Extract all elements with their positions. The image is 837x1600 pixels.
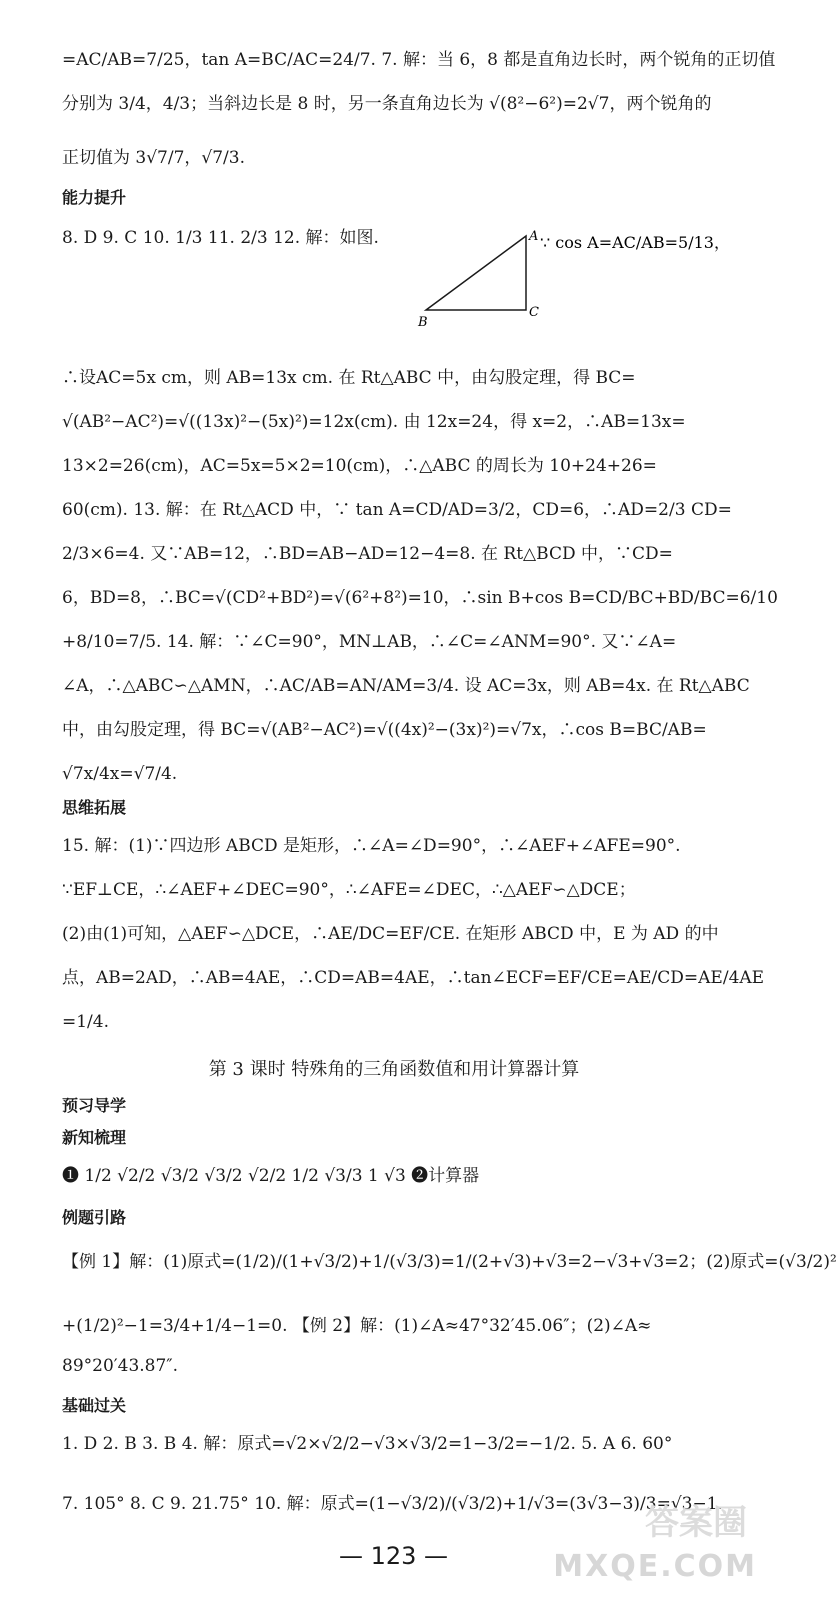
text-line: 8. D 9. C 10. 1/3 11. 2/3 12. 解：如图. (62, 228, 379, 248)
watermark-logo: 答案圈 (645, 1503, 747, 1543)
watermark-url: MXQE.COM (553, 1549, 757, 1584)
text-line: √7x/4x=√7/4. (62, 764, 178, 784)
lesson-title: 第 3 课时 特殊角的三角函数值和用计算器计算 (208, 1059, 580, 1080)
text-line: 15. 解：(1)∵四边形 ABCD 是矩形，∴∠A=∠D=90°，∴∠AEF+∠AFE=90°. (62, 836, 681, 856)
text-line: ❶ 1/2 √2/2 √3/2 √3/2 √2/2 1/2 √3/3 1 √3 ❷计算器 (62, 1166, 480, 1186)
page-number: — 123 — (338, 1542, 449, 1570)
text-line: +8/10=7/5. 14. 解：∵∠C=90°，MN⊥AB，∴∠C=∠ANM=90°. 又∵∠A= (62, 632, 677, 652)
cos-a-text: ∵ cos A=AC/AB=5/13， (540, 233, 730, 252)
text-line: 点，AB=2AD，∴AB=4AE，∴CD=AB=4AE，∴tan∠ECF=EF/CE=AE/CD=AE/4AE (62, 968, 765, 988)
section-heading: 新知梳理 (62, 1128, 127, 1147)
text-line: +(1/2)²−1=3/4+1/4−1=0. 【例 2】解：(1)∠A≈47°32′45.06″；(2)∠A≈ (62, 1316, 652, 1336)
section-heading: 预习导学 (62, 1096, 127, 1115)
text-line: 2/3×6=4. 又∵AB=12，∴BD=AB−AD=12−4=8. 在 Rt△BCD 中，∵CD= (62, 544, 673, 564)
text-line: 6，BD=8，∴BC=√(CD²+BD²)=√(6²+8²)=10，∴sin B+cos B=CD/BC+BD/BC=6/10 (62, 588, 778, 608)
section-heading: 思维拓展 (62, 798, 127, 817)
text-line: ∴设AC=5x cm，则 AB=13x cm. 在 Rt△ABC 中，由勾股定理，得 BC= (62, 368, 636, 388)
vertex-a-label: A (529, 229, 539, 244)
triangle-figure (418, 228, 730, 330)
text-line: (2)由(1)可知，△AEF∽△DCE，∴AE/DC=EF/CE. 在矩形 ABCD 中，E 为 AD 的中 (62, 924, 719, 944)
section-heading: 基础过关 (62, 1396, 127, 1415)
text-line: =1/4. (62, 1012, 110, 1032)
text-line: ∠A，∴△ABC∽△AMN，∴AC/AB=AN/AM=3/4. 设 AC=3x，则 AB=4x. 在 Rt△ABC (62, 676, 750, 696)
text-line: √(AB²−AC²)=√((13x)²−(5x)²)=12x(cm). 由 12x=24，得 x=2，∴AB=13x= (62, 412, 686, 432)
text-line: ∵EF⊥CE，∴∠AEF+∠DEC=90°，∴∠AFE=∠DEC，∴△AEF∽△DCE； (62, 880, 636, 900)
text-line: 分别为 3/4，4/3；当斜边长是 8 时，另一条直角边长为 √(8²−6²)=2√7，两个锐角的 (62, 94, 712, 114)
text-line: 60(cm). 13. 解：在 Rt△ACD 中，∵ tan A=CD/AD=3/2，CD=6，∴AD=2/3 CD= (62, 500, 732, 520)
text-line: 1. D 2. B 3. B 4. 解：原式=√2×√2/2−√3×√3/2=1−3/2=−1/2. 5. A 6. 60° (62, 1434, 673, 1454)
text-line: 【例 1】解：(1)原式=(1/2)/(1+√3/2)+1/(√3/3)=1/(2+√3)+√3=2−√3+√3=2；(2)原式=(√3/2)² (62, 1252, 837, 1272)
text-line: 89°20′43.87″. (62, 1356, 179, 1376)
text-line: =AC/AB=7/25，tan A=BC/AC=24/7. 7. 解：当 6，8 都是直角边长时，两个锐角的正切值 (62, 50, 776, 70)
section-heading: 例题引路 (62, 1208, 127, 1227)
triangle-shape (426, 236, 526, 310)
vertex-c-label: C (529, 305, 539, 320)
section-heading: 能力提升 (62, 188, 127, 207)
text-line: 正切值为 3√7/7，√7/3. (62, 148, 246, 168)
text-line: 7. 105° 8. C 9. 21.75° 10. 解：原式=(1−√3/2)/(√3/2)+1/√3=(3√3−3)/3=√3−1. (62, 1494, 723, 1514)
text-line: 13×2=26(cm)，AC=5x=5×2=10(cm)，∴△ABC 的周长为 10+24+26= (62, 456, 657, 476)
vertex-b-label: B (418, 315, 428, 330)
text-line: 中，由勾股定理，得 BC=√(AB²−AC²)=√((4x)²−(3x)²)=√7x，∴cos B=BC/AB= (62, 720, 707, 740)
